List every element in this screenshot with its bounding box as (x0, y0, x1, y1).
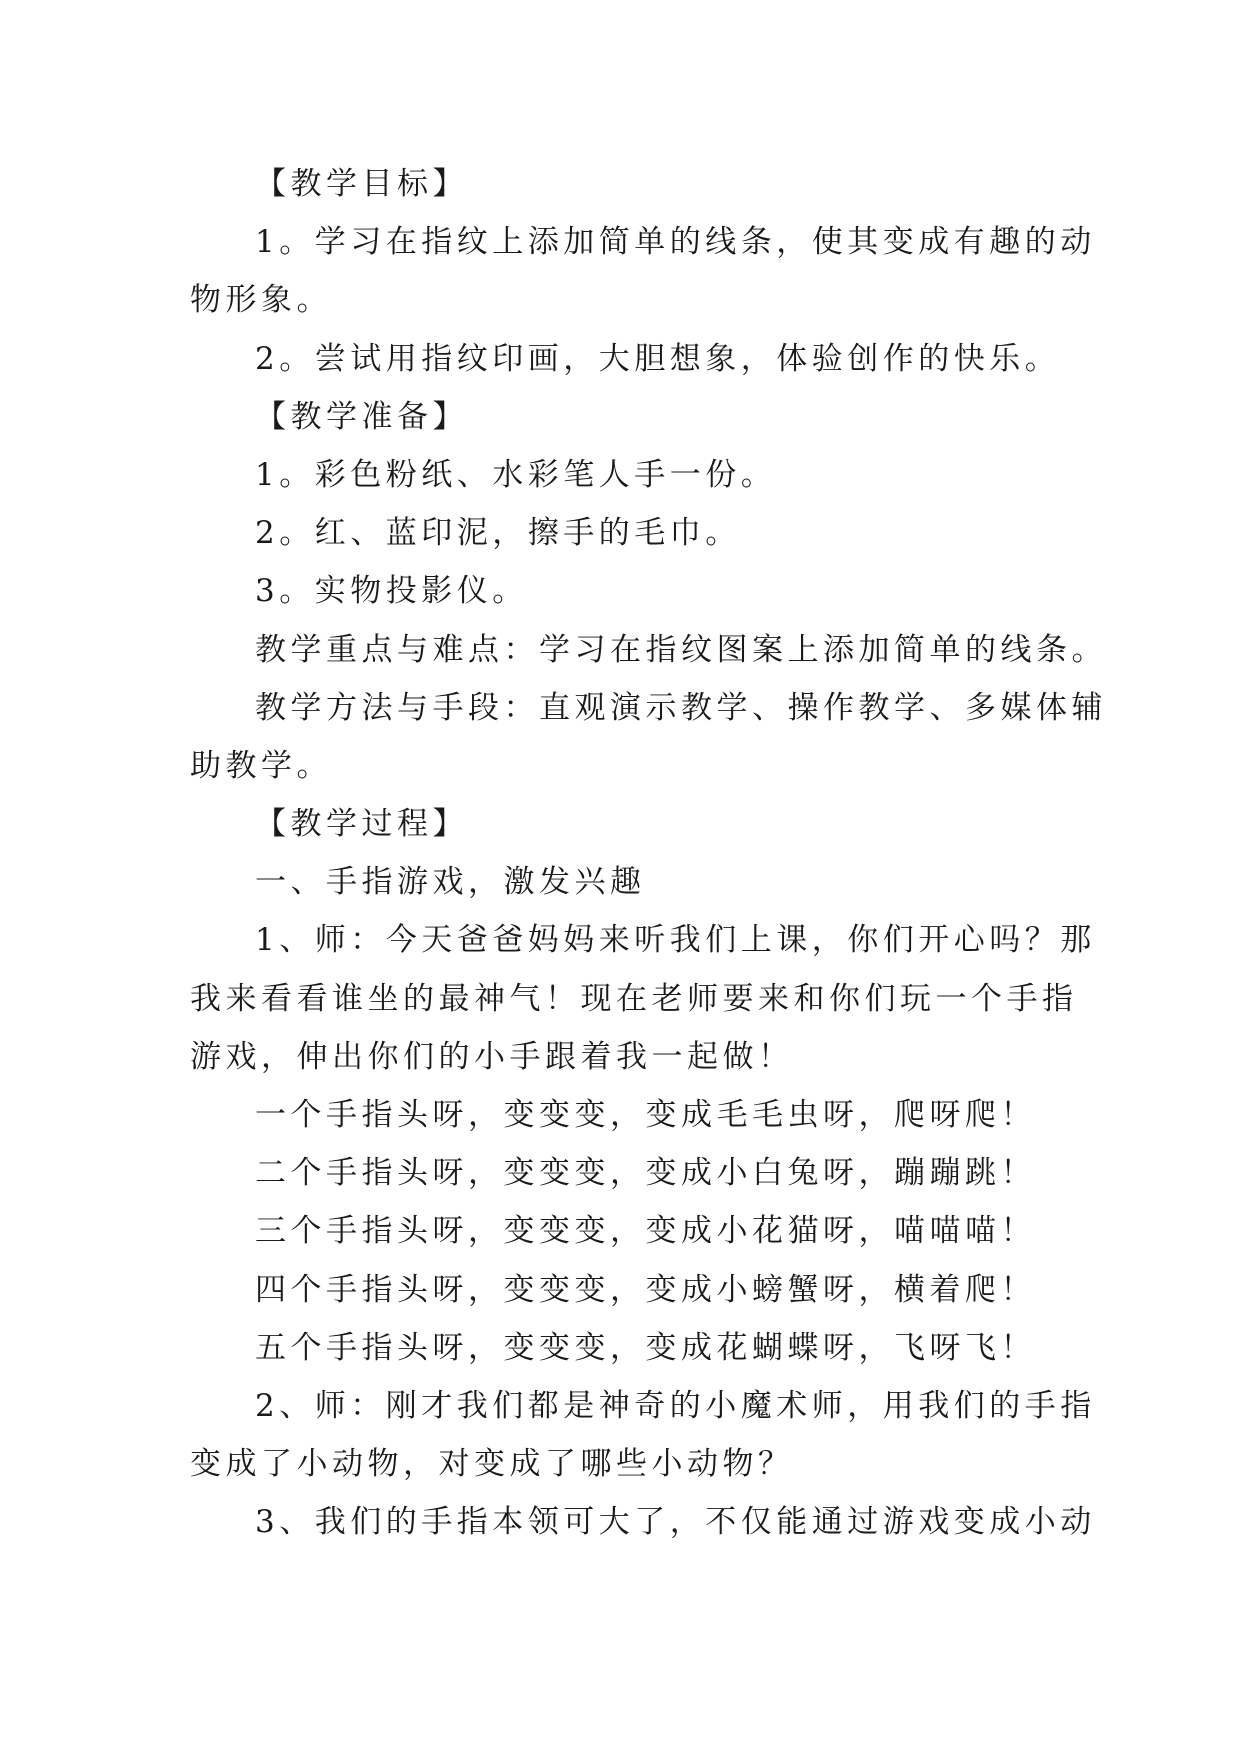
heading-teaching-goals: 【教学目标】 (255, 166, 468, 202)
paragraph-line: 教学重点与难点：学习在指纹图案上添加简单的线条。 (255, 631, 1107, 668)
heading-teaching-process: 【教学过程】 (255, 806, 468, 843)
rhyme-line: 二个手指头呀，变变变，变成小白兔呀，蹦蹦跳！ (255, 1155, 1036, 1192)
rhyme-line: 一个手指头呀，变变变，变成毛毛虫呀，爬呀爬！ (255, 1097, 1036, 1133)
rhyme-line: 三个手指头呀，变变变，变成小花猫呀，喵喵喵！ (255, 1213, 1036, 1250)
paragraph-line: 游戏，伸出你们的小手跟着我一起做！ (190, 1038, 794, 1075)
paragraph-line: 我来看看谁坐的最神气！现在老师要来和你们玩一个手指 (190, 980, 1078, 1017)
rhyme-line: 四个手指头呀，变变变，变成小螃蟹呀，横着爬！ (255, 1271, 1036, 1308)
rhyme-line: 五个手指头呀，变变变，变成花蝴蝶呀，飞呀飞！ (255, 1329, 1036, 1366)
paragraph-line: 变成了小动物，对变成了哪些小动物？ (190, 1446, 794, 1483)
paragraph-line: 助教学。 (190, 747, 332, 784)
paragraph-line: 1。彩色粉纸、水彩笔人手一份。 (255, 456, 777, 493)
paragraph-line: 2。红、蓝印泥，擦手的毛巾。 (255, 515, 741, 552)
paragraph-line: 1。学习在指纹上添加简单的线条，使其变成有趣的动 (255, 224, 1096, 261)
paragraph-line: 2、师：刚才我们都是神奇的小魔术师，用我们的手指 (255, 1387, 1096, 1424)
heading-teaching-preparation: 【教学准备】 (255, 398, 468, 435)
paragraph-line: 3。实物投影仪。 (255, 573, 528, 610)
paragraph-line: 3、我们的手指本领可大了，不仅能通过游戏变成小动 (255, 1504, 1096, 1541)
section-title: 一、手指游戏，激发兴趣 (255, 864, 646, 901)
paragraph-line: 1、师：今天爸爸妈妈来听我们上课，你们开心吗？那 (255, 922, 1096, 959)
paragraph-line: 教学方法与手段：直观演示教学、操作教学、多媒体辅 (255, 689, 1107, 726)
paragraph-line: 物形象。 (190, 282, 332, 319)
document-body (190, 155, 1107, 1552)
paragraph-line: 2。尝试用指纹印画，大胆想象，体验创作的快乐。 (255, 340, 1061, 377)
